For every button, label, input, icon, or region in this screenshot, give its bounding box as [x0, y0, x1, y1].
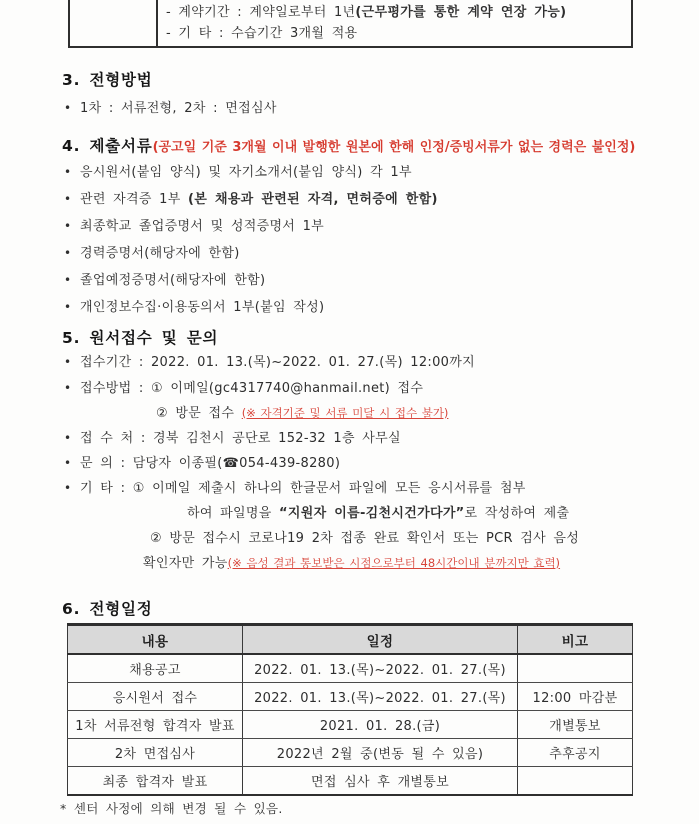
contract-period-line — [166, 2, 566, 23]
list-item — [64, 427, 401, 446]
header-note: 비고 — [518, 625, 633, 655]
section5-method-note: (※ 자격기준 및 서류 미달 시 접수 불가) — [241, 406, 449, 420]
section5-etc-line4-text: 확인자만 가능 — [143, 556, 228, 571]
bullet-icon: • — [64, 381, 72, 395]
schedule-table-wrapper — [67, 623, 633, 796]
bullet-icon: • — [64, 219, 72, 233]
cell-content: 2차 면접심사 — [68, 739, 243, 767]
section4-item3-text: 최종학교 졸업증명서 및 성적증명서 1부 — [80, 219, 325, 234]
bullet-icon: • — [64, 192, 72, 206]
list-item — [64, 161, 412, 180]
cell-note — [518, 767, 633, 796]
schedule-table — [67, 623, 633, 796]
list-item — [64, 188, 438, 207]
section4-title: 4. 제출서류 — [62, 137, 153, 155]
table-row — [68, 767, 633, 796]
section4-item2-bold-text: (본 채용과 관련된 자격, 면허증에 한함) — [188, 192, 438, 207]
cell-note: 개별통보 — [518, 711, 633, 739]
section4-item6-text: 개인정보수집·이용동의서 1부(붙임 작성) — [80, 300, 325, 315]
section4-title-note: (공고일 기준 3개월 이내 발행한 원본에 한해 인정/증빙서류가 없는 경력은 불인정) — [152, 140, 636, 155]
cell-note — [518, 654, 633, 683]
section5-method-line1-text: 접수방법 : ① 이메일(gc4317740@hanmail.net) 접수 — [80, 381, 424, 396]
list-item — [64, 269, 265, 288]
cell-schedule: 2021. 01. 28.(금) — [243, 711, 518, 739]
list-item-continuation — [187, 502, 569, 521]
cell-schedule: 2022년 2월 중(변동 될 수 있음) — [243, 739, 518, 767]
list-item — [64, 215, 324, 234]
section5-etc-line2-bold: “지원자 이름-김천시건가다가” — [279, 506, 465, 521]
header-schedule: 일정 — [243, 625, 518, 655]
list-item — [64, 97, 277, 116]
bullet-icon: • — [64, 246, 72, 260]
cell-content: 채용공고 — [68, 654, 243, 683]
bullet-icon: • — [64, 481, 72, 495]
cell-content: 응시원서 접수 — [68, 683, 243, 711]
section5-contact-text: 문 의 : 담당자 이종필(☎054-439-8280) — [80, 456, 341, 471]
section5-etc-line3-text: ② 방문 접수시 코로나19 2차 접종 완료 확인서 또는 PCR 검사 음성 — [150, 531, 580, 546]
table-row — [68, 654, 633, 683]
section5-etc-line2-pre: 하여 파일명을 — [187, 506, 280, 521]
cell-content: 최종 합격자 발표 — [68, 767, 243, 796]
list-item — [64, 296, 324, 315]
section3-title: 3. 전형방법 — [62, 71, 153, 89]
cell-schedule: 면접 심사 후 개별통보 — [243, 767, 518, 796]
bullet-icon: • — [64, 273, 72, 287]
section6-title: 6. 전형일정 — [62, 600, 153, 618]
contract-etc-text: - 기 타 : 수습기간 3개월 적용 — [166, 26, 358, 41]
section3-item1-text: 1차 : 서류전형, 2차 : 면접심사 — [80, 101, 277, 116]
list-item-continuation — [150, 527, 579, 546]
table-row — [68, 711, 633, 739]
contract-period-bold-text: (근무평가를 통한 계약 연장 가능) — [355, 5, 567, 20]
section4-item5-text: 졸업예정증명서(해당자에 한함) — [80, 273, 266, 288]
bullet-icon: • — [64, 300, 72, 314]
section5-title: 5. 원서접수 및 문의 — [62, 329, 219, 347]
section5-etc-line4-note: (※ 음성 결과 통보받은 시점으로부터 48시간이내 분까지만 효력) — [227, 556, 561, 570]
table-row — [68, 683, 633, 711]
cell-content: 1차 서류전형 합격자 발표 — [68, 711, 243, 739]
section5-etc-line1-text: 기 타 : ① 이메일 제출시 하나의 한글문서 파일에 모든 응시서류를 첨부 — [80, 481, 526, 496]
list-item — [64, 242, 240, 261]
table-footnote: * 센터 사정에 의해 변경 될 수 있음. — [60, 801, 283, 816]
contract-info-table — [68, 0, 633, 48]
cell-schedule: 2022. 01. 13.(목)~2022. 01. 27.(목) — [243, 683, 518, 711]
list-item — [64, 477, 526, 496]
list-item — [64, 351, 475, 370]
table-header-row — [68, 625, 633, 655]
bullet-icon: • — [64, 101, 72, 115]
list-item-continuation — [156, 402, 448, 421]
bullet-icon: • — [64, 431, 72, 445]
contract-etc-line — [166, 23, 566, 44]
section5-period-text: 접수기간 : 2022. 01. 13.(목)~2022. 01. 27.(목) 12:00까지 — [80, 355, 475, 370]
section4-item2-text: 관련 자격증 1부 — [80, 192, 189, 207]
section4-title-line — [62, 134, 635, 156]
cell-note: 12:00 마감분 — [518, 683, 633, 711]
table-row — [68, 739, 633, 767]
contract-period-text: - 계약기간 : 계약일로부터 1년 — [166, 5, 356, 20]
bullet-icon: • — [64, 456, 72, 470]
section5-address-text: 접 수 처 : 경북 김천시 공단로 152-32 1층 사무실 — [80, 431, 401, 446]
cell-note: 추후공지 — [518, 739, 633, 767]
section5-method-line2-text: ② 방문 접수 — [156, 406, 242, 421]
bullet-icon: • — [64, 165, 72, 179]
section4-item4-text: 경력증명서(해당자에 한함) — [80, 246, 240, 261]
table-column-divider — [156, 0, 158, 46]
header-content: 내용 — [68, 625, 243, 655]
section5-etc-line2-post: 로 작성하여 제출 — [464, 506, 570, 521]
bullet-icon: • — [64, 355, 72, 369]
list-item-continuation — [143, 552, 560, 571]
section4-item1-text: 응시원서(붙임 양식) 및 자기소개서(붙임 양식) 각 1부 — [80, 165, 412, 180]
list-item — [64, 452, 340, 471]
cell-schedule: 2022. 01. 13.(목)~2022. 01. 27.(목) — [243, 654, 518, 683]
list-item — [64, 377, 423, 396]
